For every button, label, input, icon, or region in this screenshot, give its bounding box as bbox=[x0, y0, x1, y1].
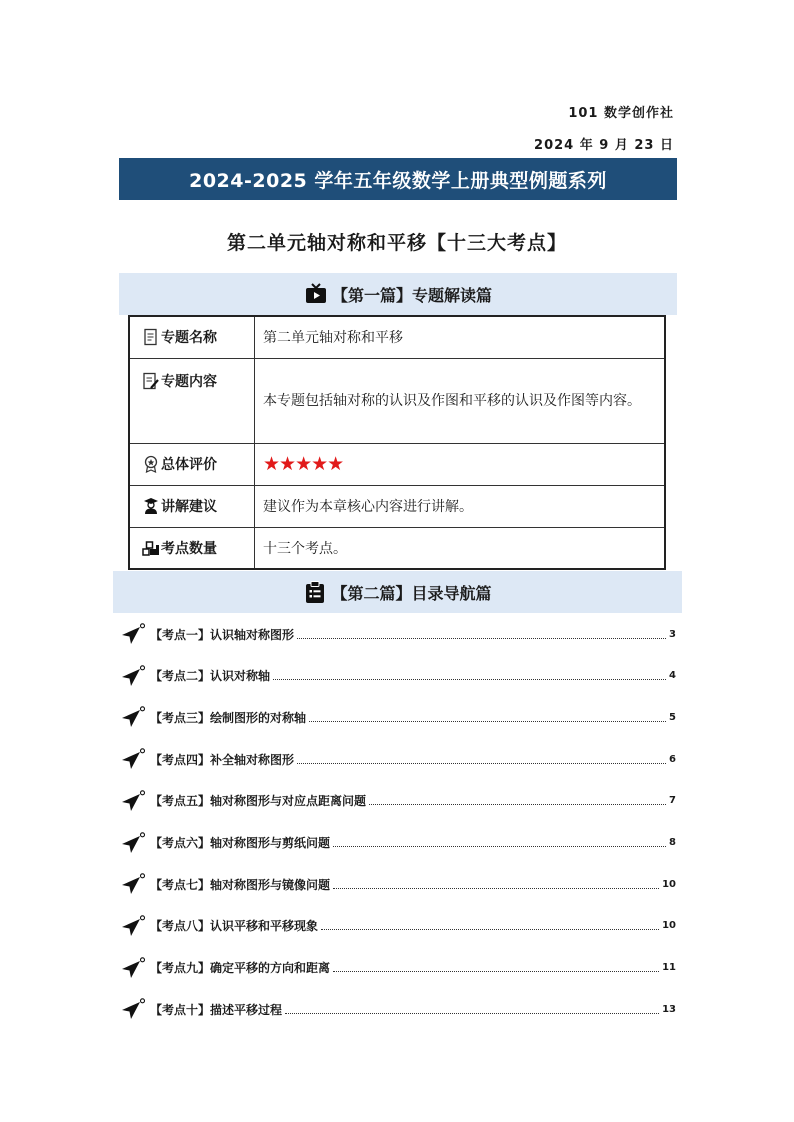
toc-label: 【考点六】轴对称图形与剪纸问题 bbox=[150, 836, 331, 850]
dot-leader bbox=[273, 679, 666, 680]
toc-label: 【考点十】描述平移过程 bbox=[150, 1002, 283, 1017]
row-label: 讲解建议 bbox=[161, 499, 217, 515]
toc-entry[interactable] bbox=[120, 915, 676, 937]
table-row bbox=[129, 485, 665, 527]
dot-leader bbox=[297, 763, 666, 764]
toc-page-number: 8 bbox=[669, 837, 676, 848]
toc-entry[interactable] bbox=[120, 623, 676, 645]
table-row bbox=[129, 443, 665, 485]
dot-leader bbox=[333, 888, 659, 889]
toc-page-number: 7 bbox=[669, 795, 676, 807]
navigation-arrow-icon bbox=[120, 998, 146, 1020]
org-name: 101 数学创作社 bbox=[568, 106, 674, 121]
row-value: 第二单元轴对称和平移 bbox=[255, 316, 666, 358]
toc-label: 【考点九】确定平移的方向和距离 bbox=[150, 961, 331, 976]
row-value: 建议作为本章核心内容进行讲解。 bbox=[255, 485, 666, 527]
navigation-arrow-icon bbox=[120, 665, 146, 687]
toc-page-number: 10 bbox=[662, 878, 676, 890]
banner-title: 2024-2025 学年五年级数学上册典型例题系列 bbox=[189, 169, 607, 192]
toc-entry[interactable] bbox=[120, 706, 676, 728]
tv-icon bbox=[304, 282, 328, 306]
toc-page-number: 11 bbox=[662, 962, 676, 974]
blocks-icon bbox=[142, 539, 160, 557]
toc-entry[interactable] bbox=[120, 832, 676, 854]
toc-label: 【考点八】认识平移和平移现象 bbox=[150, 919, 319, 934]
toc-label: 【考点三】绘制图形的对称轴 bbox=[150, 710, 307, 725]
navigation-arrow-icon bbox=[120, 957, 146, 979]
teacher-icon bbox=[142, 497, 160, 515]
toc-entry[interactable] bbox=[120, 873, 676, 895]
navigation-arrow-icon bbox=[120, 915, 146, 937]
toc-page-number: 6 bbox=[669, 753, 676, 765]
toc-label: 【考点五】轴对称图形与对应点距离问题 bbox=[150, 794, 367, 809]
row-label: 总体评价 bbox=[161, 457, 217, 473]
dot-leader bbox=[297, 638, 666, 639]
navigation-arrow-icon bbox=[120, 790, 146, 812]
navigation-arrow-icon bbox=[120, 623, 146, 645]
dot-leader bbox=[285, 1013, 659, 1014]
clipboard-icon bbox=[303, 580, 327, 604]
toc-label: 【考点二】认识对称轴 bbox=[150, 669, 271, 684]
series-banner bbox=[119, 158, 677, 200]
toc-entry[interactable] bbox=[120, 748, 676, 770]
award-icon bbox=[142, 455, 160, 473]
section-title: 【第一篇】专题解读篇 bbox=[331, 285, 492, 305]
row-label: 专题内容 bbox=[161, 373, 217, 390]
toc-page-number: 13 bbox=[662, 1003, 676, 1015]
dot-leader bbox=[333, 971, 659, 972]
row-label: 专题名称 bbox=[161, 330, 217, 347]
rating-stars: ★★★★★ bbox=[263, 453, 344, 475]
dot-leader bbox=[321, 929, 659, 930]
table-row bbox=[129, 527, 665, 569]
section-header-interpretation bbox=[119, 273, 677, 315]
table-row bbox=[129, 316, 665, 358]
row-value: 本专题包括轴对称的认识及作图和平移的认识及作图等内容。 bbox=[255, 358, 666, 443]
document-date: 2024 年 9 月 23 日 bbox=[534, 138, 674, 153]
edit-document-icon bbox=[142, 372, 160, 390]
row-value: 十三个考点。 bbox=[255, 527, 666, 569]
section-title: 【第二篇】目录导航篇 bbox=[331, 583, 492, 603]
navigation-arrow-icon bbox=[120, 873, 146, 895]
toc-entry[interactable] bbox=[120, 790, 676, 812]
toc-entry[interactable] bbox=[120, 957, 676, 979]
toc-page-number: 5 bbox=[669, 711, 676, 723]
document-icon bbox=[142, 328, 160, 346]
dot-leader bbox=[369, 804, 666, 805]
toc-entry[interactable] bbox=[120, 665, 676, 687]
toc-entry[interactable] bbox=[120, 998, 676, 1020]
dot-leader bbox=[309, 721, 666, 722]
dot-leader bbox=[333, 846, 666, 847]
toc-page-number: 10 bbox=[662, 920, 676, 932]
table-row bbox=[129, 358, 665, 443]
toc-label: 【考点四】补全轴对称图形 bbox=[150, 752, 295, 767]
toc-page-number: 4 bbox=[669, 670, 676, 682]
toc-label: 【考点七】轴对称图形与镜像问题 bbox=[150, 877, 331, 892]
toc-label: 【考点一】认识轴对称图形 bbox=[150, 627, 295, 642]
topic-info-table bbox=[128, 315, 666, 570]
navigation-arrow-icon bbox=[120, 706, 146, 728]
unit-title: 第二单元轴对称和平移【十三大考点】 bbox=[226, 232, 567, 254]
navigation-arrow-icon bbox=[120, 832, 146, 854]
navigation-arrow-icon bbox=[120, 748, 146, 770]
row-label: 考点数量 bbox=[161, 540, 217, 557]
toc-page-number: 3 bbox=[669, 628, 676, 640]
section-header-navigation bbox=[113, 571, 682, 613]
